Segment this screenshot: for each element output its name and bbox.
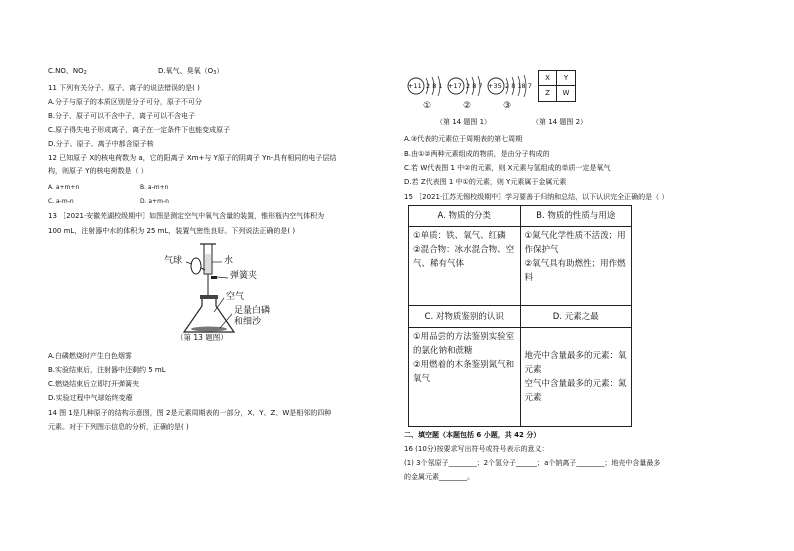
q12-option-d: D. a+m-n: [140, 198, 169, 205]
atom-1-nucleus: +11: [408, 82, 422, 90]
q12-option-a: A. a+m+n: [48, 184, 80, 191]
q12-stem-1: 12 已知原子 X的核电荷数为 a，它的阳离子 Xm+与 Y原子的阴离子 Yn-具有相同的电子层结: [48, 154, 337, 162]
grid-cell-x: X: [539, 71, 557, 86]
table-body-a: ①单质：铁、氧气、红磷 ②混合物：冰水混合物、空气、稀有气体: [413, 231, 515, 270]
q13-stem-2: 100 mL，注射器中水的体积为 25 mL，装置气密性良好。下列说法正确的是( ): [48, 227, 296, 235]
q12-option-c: C. a-m-n: [48, 198, 74, 205]
q16-stem: 16 (10分)按要求写出符号或符号表示的意义：: [404, 445, 549, 453]
q13-caption: （第 13 题图）: [176, 333, 228, 342]
q15-stem: 15 ［2021·江苏无锡校级期中］学习要善于归纳和总结，以下认识完全正确的是（ ）: [404, 193, 669, 201]
q11-option-b: B.分子、原子可以不含中子，离子可以不含电子: [48, 112, 196, 120]
atom-3-number: ③: [503, 101, 512, 111]
q10-option-d: D.氧气、臭氧$(O_3)$: [158, 67, 224, 76]
q14-option-d: D.若 Z代表图 1 中①的元素，则 Y元素属于金属元素: [404, 178, 567, 186]
q13-option-d: D.实验过程中气球始终变瘪: [48, 394, 133, 402]
q13-option-a: A.白磷燃烧时产生白色烟雾: [48, 352, 132, 360]
atom-2-nucleus: +17: [448, 82, 462, 90]
q13-apparatus-figure: [150, 240, 290, 340]
q16-line-2: 的金属元素________。: [404, 473, 474, 481]
q14-caption-2: （第 14 题图 2）: [532, 118, 588, 126]
q11-option-c: C.原子得失电子形成离子，离子在一定条件下也能变成原子: [48, 126, 231, 134]
table-body-d: 地壳中含量最多的元素：氧元素 空气中含量最多的元素：氮元素: [524, 350, 627, 403]
q11-option-d: D.分子、原子、离子中都含原子核: [48, 140, 154, 148]
label-air: 空气: [226, 292, 245, 302]
label-phosphorus-1: 足量白磷: [234, 306, 271, 316]
label-balloon: 气球: [164, 256, 183, 266]
q14-option-c: C.若 W代表图 1 中②的元素，则 X元素与氢组成的单质一定是氧气: [404, 164, 611, 172]
atom-2-number: ②: [463, 101, 472, 111]
section-2-heading: 二、填空题（本题包括 6 小题，共 42 分）: [404, 431, 541, 439]
q14-caption-1: （第 14 题图 1）: [436, 118, 492, 126]
table-body-c: ①用品尝的方法鉴别实验室的氯化钠和蔗糖 ②用燃着的木条鉴别氮气和氧气: [413, 331, 515, 384]
q12-stem-2: 构，则原子 Y的核电荷数是（ ）: [48, 167, 148, 175]
q13-option-c: C.燃烧结束后立即打开弹簧夹: [48, 380, 140, 388]
q14-stem-2: 元素。对于下列图示信息的分析，正确的是( ): [48, 423, 189, 431]
atom-3-nucleus: +35: [488, 82, 502, 90]
q11-option-a: A.分子与原子的本质区别是分子可分，原子不可分: [48, 98, 202, 106]
label-phosphorus-2: 和细沙: [234, 317, 262, 327]
label-spring-clip: 弹簧夹: [230, 271, 258, 281]
atom-1-number: ①: [423, 101, 432, 111]
table-head-b: B. 物质的性质与用途: [520, 206, 632, 227]
grid-cell-w: W: [562, 89, 570, 97]
grid-cell-y: Y: [557, 71, 575, 86]
table-head-d: D. 元素之最: [520, 306, 632, 327]
q16-line-1: (1) 3个氖原子________；2个氢分子______；a个钠离子________；地壳中含量最多: [404, 459, 661, 467]
table-body-b: ①氮气化学性质不活泼；用作保护气 ②氧气具有助燃性；用作燃料: [524, 231, 626, 284]
q13-stem-1: 13 ［2021·安徽芜湖校级期中］如图是测定空气中氧气含量的装置，锥形瓶内空气体积为: [48, 212, 325, 220]
q14-option-b: B.由①②两种元素组成的物质，是由分子构成的: [404, 150, 550, 158]
q14-option-a: A.③代表的元素位于周期表的第七周期: [404, 135, 523, 143]
table-head-c: C. 对物质鉴别的认识: [409, 306, 521, 327]
q12-option-b: B. a-m+n: [140, 184, 169, 191]
atom-1-shells: 2 8 1: [426, 82, 443, 90]
periodic-table-fragment: [538, 70, 576, 102]
atom-2-shells: 2 8 7: [466, 82, 483, 90]
q10-option-c: C.NO、$NO_2$: [48, 67, 87, 76]
q13-option-b: B.实验结束后，注射器中还剩约 5 mL: [48, 366, 166, 374]
q11-stem: 11 下列有关分子、原子、离子的说法错误的是( ): [48, 84, 200, 92]
q15-table: [408, 205, 632, 427]
table-head-a: A. 物质的分类: [409, 206, 521, 227]
label-water: 水: [224, 256, 234, 266]
grid-cell-z: Z: [539, 86, 557, 101]
atom-3-shells: 2 8 18 7: [505, 82, 532, 90]
q14-stem-1: 14 图 1是几种原子的结构示意图，图 2是元素周期表的一部分，X、Y、Z、W是相邻的四种: [48, 409, 332, 417]
